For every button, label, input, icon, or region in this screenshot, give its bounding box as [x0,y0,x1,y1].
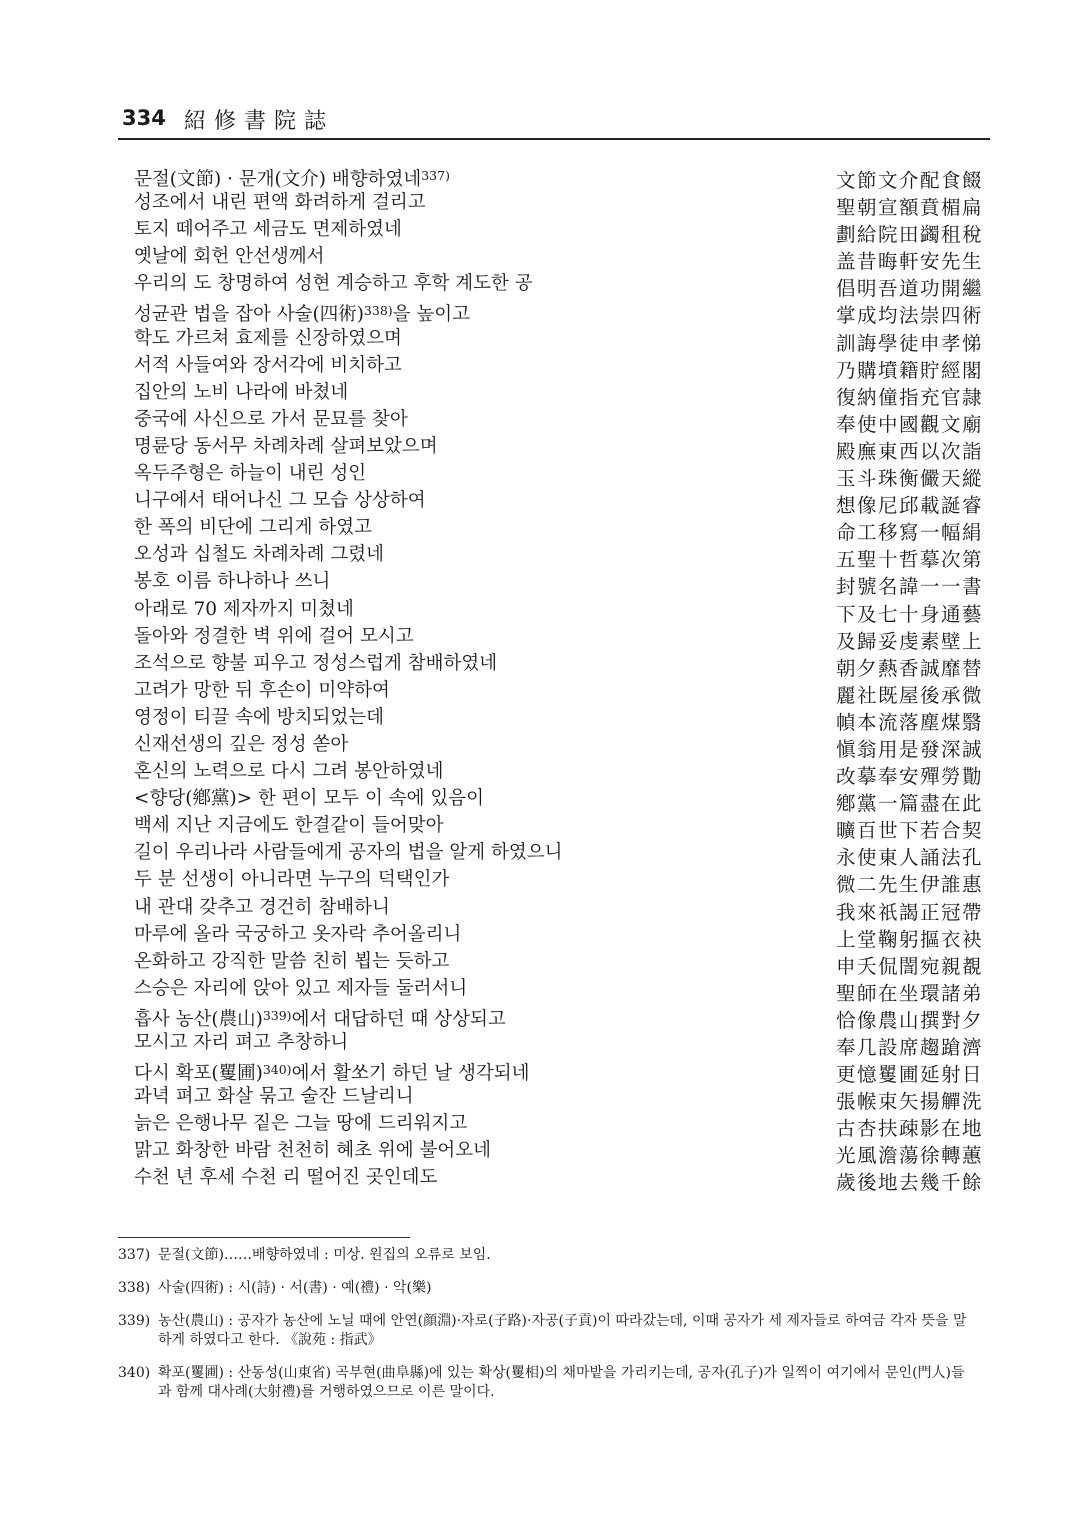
hanja-original: 奉使中國觀文廟 [835,412,983,436]
korean-text: 고려가 망한 뒤 후손이 미약하여 [134,679,390,701]
poem-line [0,352,1075,382]
poem-line [0,243,1075,274]
hanja-original: 永使東人誦法孔 [835,846,983,870]
korean-translation [134,758,443,785]
korean-text-continued: 에서 활쏘기 하던 날 생각되네 [291,1063,530,1085]
korean-translation [134,785,484,812]
poem-line [0,677,1075,707]
korean-text: 명륜당 동서무 차례차례 살펴보았으며 [134,435,438,457]
hanja-original: 奉几設席趨蹌濟 [835,1036,983,1059]
korean-translation [134,948,449,975]
poem-line [0,894,1075,924]
footnote [118,1364,978,1402]
korean-text: 봉호 이름 하나하나 쓰니 [134,571,331,593]
korean-text: 니구에서 태어나신 그 모습 상상하여 [134,490,426,512]
footnote-divider [118,1237,410,1238]
korean-translation [134,866,449,893]
korean-text: 문절(文節) · 문개(文介) 배향하였네 [134,169,422,190]
korean-text: 마루에 올라 국궁하고 옷자락 추어올리니 [134,923,462,945]
korean-text-continued: 을 높이고 [392,304,471,326]
hanja-original: 朝夕爇香誠靡替 [835,656,983,680]
footnote-number: 338) [118,1280,151,1296]
korean-translation [134,406,408,433]
hanja-original: 盖昔晦軒安先生 [835,250,983,274]
korean-translation [134,568,330,595]
footnote-text: 사술(四術) : 시(詩) · 서(書) · 예(禮) · 악(樂) [158,1280,432,1296]
korean-text: 아래로 70 제자까지 미쳤네 [134,598,354,620]
poem-line [0,785,1075,816]
korean-text: 혼신의 노력으로 다시 그려 봉안하였네 [134,761,444,783]
korean-text: 스승은 자리에 앉아 있고 제자들 둘러서니 [134,977,468,999]
korean-text: 돌아와 정결한 벽 위에 걸어 모시고 [134,625,414,647]
poem-line [0,948,1075,978]
korean-text: 다시 확포(矍圃) [134,1063,263,1085]
page-header [118,102,990,140]
korean-text: 늙은 은행나무 짙은 그늘 땅에 드리워지고 [134,1113,468,1135]
poem-line [0,921,1075,951]
korean-translation [134,623,414,650]
korean-text: 성조에서 내린 편액 화려하게 걸리고 [134,192,426,214]
hanja-original: 歲後地去幾千餘 [835,1171,983,1195]
korean-translation [134,650,497,677]
poem-line [0,1164,1075,1195]
korean-text: 내 관대 갖추고 경건히 참배하니 [134,896,390,918]
korean-translation [134,1029,348,1056]
korean-translation [134,677,390,704]
korean-translation [134,839,562,866]
korean-text: 길이 우리나라 사람들에게 공자의 법을 알게 하였으니 [134,842,563,864]
footnote-marker: 339) [262,1007,292,1023]
korean-text: 흡사 농산(農山) [134,1008,263,1030]
korean-translation [134,975,467,1002]
poem-line [0,568,1075,599]
footnote-text: 확포(矍圃) : 산동성(山東省) 곡부현(曲阜縣)에 있는 확상(矍相)의 채마밭을 가리키는데, 공자(孔子)가 일찍이 여기에서 문인(門人)들과 함께 대사례(大射禮)를 거행하였으므로 이른 말이다. [158,1365,965,1400]
hanja-original: 想像尼邱載誕睿 [835,494,983,518]
poem-line [0,379,1075,409]
korean-translation [134,352,402,379]
poem-line [0,514,1075,545]
poem-line [0,1110,1075,1141]
poem-line [0,1083,1075,1114]
poem-line [0,1029,1075,1059]
korean-text-continued: 에서 대답하던 때 상상되고 [291,1008,506,1030]
hanja-original: 鄕黨一篇盡在此 [835,792,983,816]
footnote-text: 농산(農山) : 공자가 농산에 노닐 때에 안연(顔淵)·자로(子路)·자공(子貢)이 따라갔는데, 이때 공자가 세 제자들로 하여금 각자 뜻을 말하게 하였다고 한다. 《說苑 : 指武》 [158,1313,967,1348]
hanja-original: 聖師在坐環諸弟 [835,981,983,1005]
hanja-original: 下及七十身通藝 [835,602,983,626]
poem-line [0,731,1075,761]
poem-line [0,270,1075,301]
poem-line [0,189,1075,220]
korean-translation [134,1083,414,1110]
hanja-original: 更憶矍圃延射日 [835,1063,983,1087]
korean-text: 학도 가르쳐 효제를 신장하였으며 [134,327,402,349]
poem-line [0,866,1075,897]
hanja-original: 倡明吾道功開繼 [835,277,983,301]
korean-text: 모시고 자리 펴고 추창하니 [134,1032,349,1053]
hanja-original: 訓誨學徒申孝悌 [835,331,983,355]
korean-text: 맑고 화창한 바람 천천히 혜초 위에 불어오네 [134,1140,491,1162]
korean-translation [134,216,402,243]
poem-line [0,839,1075,870]
hanja-original: 文節文介配食餟 [835,169,983,192]
poem-line [0,704,1075,734]
book-title: 紹修書院誌 [184,109,335,134]
hanja-original: 麗社既屋後承微 [835,683,983,707]
korean-translation [134,270,533,297]
poem-line [0,162,1075,192]
korean-translation [134,1110,467,1137]
page-number: 334 [122,106,166,130]
footnote [118,1312,978,1350]
poem-line [0,596,1075,626]
footnote-number: 339) [118,1313,151,1329]
korean-text: 중국에 사신으로 가서 문묘를 찾아 [134,408,408,430]
korean-translation [134,812,443,839]
hanja-original: 愼翁用是發深誠 [835,737,983,761]
poem-line [0,487,1075,518]
hanja-original: 上堂鞠躬摳衣袂 [835,927,983,951]
korean-text: 두 분 선생이 아니라면 누구의 덕택인가 [134,869,450,891]
hanja-original: 恰像農山撰對夕 [835,1008,983,1032]
hanja-original: 復納僮指充官隷 [835,385,983,409]
hanja-original: 及歸妥虔素壁上 [835,629,983,653]
hanja-original: 我來祇謁正冠帶 [835,900,983,924]
korean-translation [134,243,324,270]
korean-text: 토지 떼어주고 세금도 면제하였네 [134,219,402,241]
footnote [118,1279,978,1298]
hanja-original: 古杏扶疎影在地 [835,1117,983,1141]
hanja-original: 殿廡東西以次詣 [835,439,983,463]
poem-line [0,433,1075,463]
korean-text: 수천 년 후세 수천 리 떨어진 곳인데도 [134,1167,438,1189]
poem-line [0,623,1075,653]
hanja-original: 張帿束矢揚觶洗 [835,1090,983,1114]
korean-translation [134,596,354,623]
korean-translation [134,731,348,758]
poem-line [0,541,1075,572]
hanja-original: 申夭侃誾宛親覩 [835,954,983,978]
hanja-original: 聖朝宣額賁楣扁 [835,196,983,220]
korean-translation [134,487,426,514]
footnote-marker: 337) [421,168,450,183]
korean-text: 성균관 법을 잡아 사술(四術) [134,304,364,326]
korean-text: 서적 사들여와 장서각에 비치하고 [134,354,402,376]
poem-line [0,297,1075,328]
footnote-number: 337) [118,1247,151,1263]
poem-line [0,1137,1075,1168]
hanja-original: 曠百世下若合契 [835,819,983,843]
hanja-original: 五聖十哲摹次第 [835,548,983,572]
poem-translation [0,162,1075,1195]
korean-translation [134,921,461,948]
korean-translation [134,433,438,460]
korean-text: 집안의 노비 나라에 바쳤네 [134,381,349,403]
poem-line [0,812,1075,843]
korean-translation [134,541,384,568]
korean-translation [134,325,402,352]
hanja-original: 微二先生伊誰惠 [835,873,983,897]
hanja-original: 劃給院田蠲租稅 [835,223,983,247]
hanja-original: 封號名諱一一書 [835,575,983,599]
korean-translation [134,379,348,406]
korean-translation [134,894,390,921]
hanja-original: 玉斗珠衡儼天縱 [835,467,983,491]
poem-line [0,1056,1075,1087]
poem-line [0,975,1075,1005]
korean-text: 옥두주형은 하늘이 내린 성인 [134,463,367,485]
footnote-marker: 338) [363,303,393,319]
korean-translation [134,704,384,731]
korean-text: 한 폭의 비단에 그리게 하였고 [134,517,372,539]
poem-line [0,406,1075,436]
poem-line [0,325,1075,355]
korean-text: 과녁 펴고 화살 묶고 술잔 드날리니 [134,1086,414,1108]
korean-text: 옛날에 회헌 안선생께서 [134,246,325,268]
footnote-marker: 340) [262,1062,292,1078]
hanja-original: 掌成均法崇四術 [835,304,983,328]
poem-line [0,650,1075,680]
poem-line [0,216,1075,247]
korean-text: 영정이 티끌 속에 방치되었는데 [134,706,384,728]
korean-translation [134,1137,491,1164]
korean-text: 조석으로 향불 피우고 정성스럽게 참배하였네 [134,652,498,674]
poem-line [0,1002,1075,1032]
footnote [118,1246,978,1265]
korean-text: 우리의 도 창명하여 성현 계승하고 후학 계도한 공 [134,273,533,295]
hanja-original: 命工移寫一幅絹 [835,521,983,545]
korean-translation [134,189,426,216]
korean-text: 온화하고 강직한 말씀 친히 뵙는 듯하고 [134,950,450,972]
korean-translation [134,460,366,487]
korean-text: 신재선생의 깊은 정성 쏟아 [134,733,349,755]
korean-text: <향당(鄕黨)> 한 편이 모두 이 속에 있음이 [134,788,485,810]
footnote-number: 340) [118,1365,151,1381]
korean-translation [134,514,372,541]
korean-text: 백세 지난 지금에도 한결같이 들어맞아 [134,815,444,837]
hanja-original: 改摹奉安殫勞勩 [835,765,983,789]
korean-translation [134,1164,437,1191]
korean-text: 오성과 십철도 차례차례 그렸네 [134,544,384,566]
hanja-original: 乃購墳籍貯經閣 [835,358,983,382]
hanja-original: 幀本流落塵煤翳 [835,710,983,734]
poem-line [0,758,1075,789]
footnotes [118,1246,978,1416]
footnote-text: 문절(文節)……배향하였네 : 미상. 원집의 오류로 보임. [158,1247,491,1263]
poem-line [0,460,1075,491]
hanja-original: 光風澹蕩徐轉蕙 [835,1144,983,1168]
